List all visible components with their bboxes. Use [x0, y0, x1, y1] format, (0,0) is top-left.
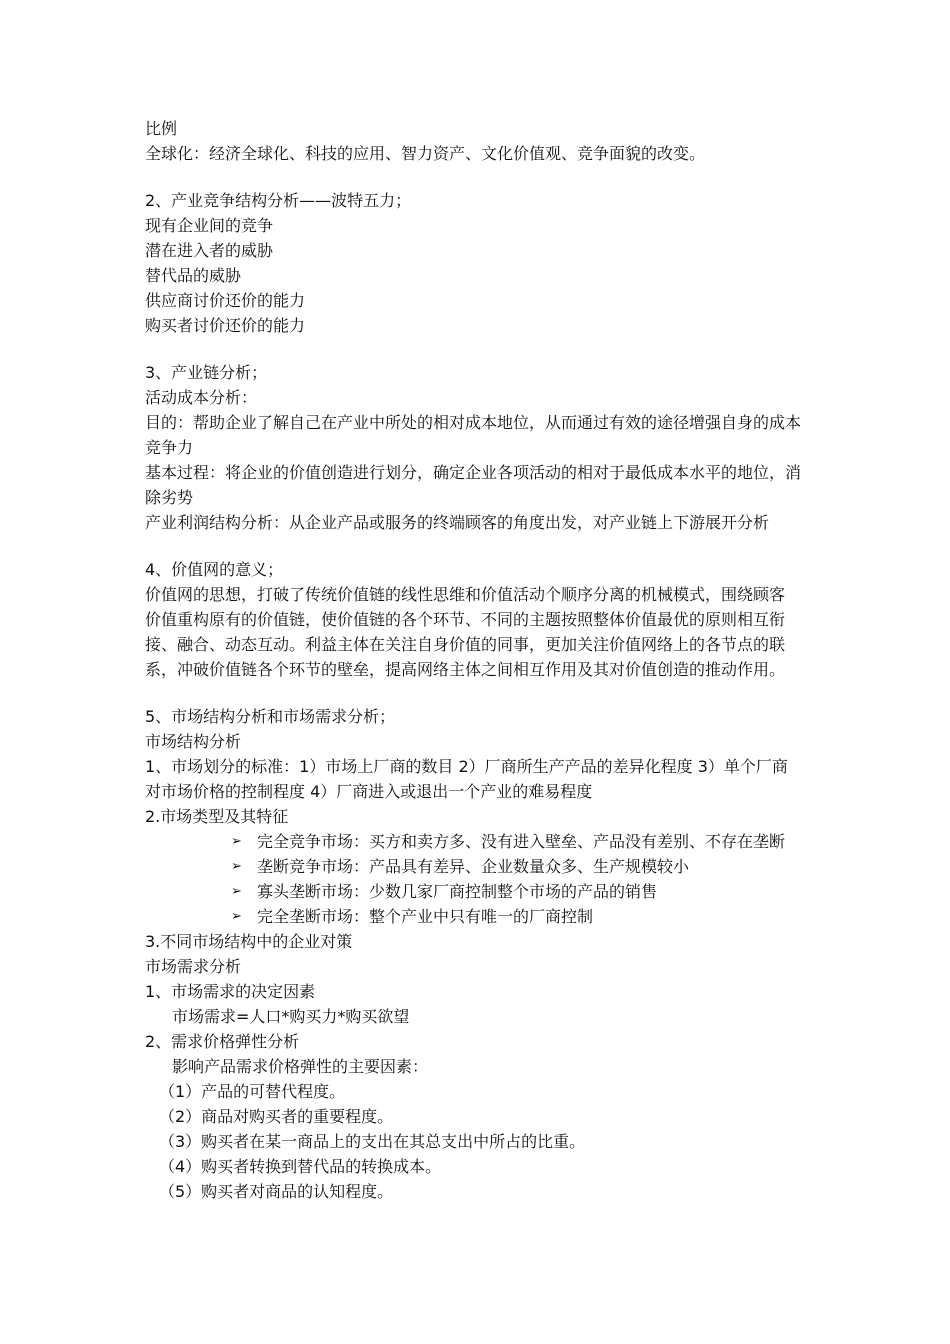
section3-process: 基本过程：将企业的价值创造进行划分，确定企业各项活动的相对于最低成本水平的地位，消除劣势	[145, 463, 802, 507]
elasticity-factor: （1）产品的可替代程度。	[159, 1082, 346, 1101]
market-type-text: 垄断竞争市场：产品具有差异、企业数量众多、生产规模较小	[257, 857, 690, 876]
section2-heading: 2、产业竞争结构分析——波特五力；	[145, 191, 412, 210]
spacer	[145, 682, 810, 704]
spacer	[145, 338, 810, 360]
elasticity-factor: （3）购买者在某一商品上的支出在其总支出中所占的比重。	[159, 1132, 586, 1151]
section2-item: 供应商讨价还价的能力	[145, 291, 306, 310]
market-type-item	[145, 904, 810, 929]
arrow-bullet-icon: ➢	[231, 859, 242, 874]
section4-paragraph-line: 价值重构原有的价值链，使价值链的各个环节、不同的主题按照整体价值最优的原则相互衔	[145, 610, 786, 629]
demand-formula: 市场需求=人口*购买力*购买欲望	[172, 1007, 410, 1026]
elasticity-factor: （2）商品对购买者的重要程度。	[159, 1107, 394, 1126]
market-structure-title: 市场结构分析	[145, 732, 242, 751]
demand-factor-title: 1、市场需求的决定因素	[145, 982, 316, 1001]
demand-title: 市场需求分析	[145, 957, 242, 976]
intro-line-ratio: 比例	[145, 119, 178, 138]
section3-purpose: 目的：帮助企业了解自己在产业中所处的相对成本地位，从而通过有效的途径增强自身的成本竞争力	[145, 413, 802, 457]
section4-paragraph-line: 接、融合、动态互动。利益主体在关注自身价值的同事，更加关注价值网络上的各节点的联	[145, 635, 786, 654]
section4-heading: 4、价值网的意义；	[145, 560, 284, 579]
arrow-bullet-icon: ➢	[231, 834, 242, 849]
document-page	[145, 116, 810, 1204]
elasticity-factor: （4）购买者转换到替代品的转换成本。	[159, 1157, 442, 1176]
market-type-item	[145, 854, 810, 879]
intro-line-globalization: 全球化：经济全球化、科技的应用、智力资产、文化价值观、竞争面貌的改变。	[145, 144, 706, 163]
elasticity-intro: 影响产品需求价格弹性的主要因素：	[172, 1057, 429, 1076]
arrow-bullet-icon: ➢	[231, 909, 242, 924]
market-type-item	[145, 829, 810, 854]
section2-item: 潜在进入者的威胁	[145, 241, 274, 260]
market-standard-line: 1、市场划分的标准：1）市场上厂商的数目 2）厂商所生产产品的差异化程度 3）单个厂商	[145, 757, 788, 776]
market-standard-line: 对市场价格的控制程度 4）厂商进入或退出一个产业的难易程度	[145, 782, 593, 801]
section2-item: 替代品的威胁	[145, 266, 242, 285]
market-type-text: 完全竞争市场：买方和卖方多、没有进入壁垒、产品没有差别、不存在垄断	[257, 832, 786, 851]
section3-heading: 3、产业链分析；	[145, 363, 268, 382]
section5-heading: 5、市场结构分析和市场需求分析；	[145, 707, 396, 726]
market-type-item	[145, 879, 810, 904]
market-type-text: 寡头垄断市场：少数几家厂商控制整个市场的产品的销售	[257, 882, 658, 901]
section4-paragraph-line: 系，冲破价值链各个环节的壁垒，提高网络主体之间相互作用及其对价值创造的推动作用。	[145, 660, 786, 679]
spacer	[145, 535, 810, 557]
arrow-bullet-icon: ➢	[231, 884, 242, 899]
elasticity-factor: （5）购买者对商品的认知程度。	[159, 1182, 394, 1201]
section2-item: 购买者讨价还价的能力	[145, 316, 306, 335]
section4-paragraph-line: 价值网的思想，打破了传统价值链的线性思维和价值活动个顺序分离的机械模式，围绕顾客	[145, 585, 786, 604]
strategy-title: 3.不同市场结构中的企业对策	[145, 932, 353, 951]
spacer	[145, 166, 810, 188]
section3-subheading: 活动成本分析：	[145, 388, 258, 407]
market-type-text: 完全垄断市场：整个产业中只有唯一的厂商控制	[257, 907, 594, 926]
section3-profit: 产业利润结构分析：从企业产品或服务的终端顾客的角度出发，对产业链上下游展开分析	[145, 513, 770, 532]
section2-item: 现有企业间的竞争	[145, 216, 274, 235]
elasticity-title: 2、需求价格弹性分析	[145, 1032, 300, 1051]
market-types-title: 2.市场类型及其特征	[145, 807, 289, 826]
